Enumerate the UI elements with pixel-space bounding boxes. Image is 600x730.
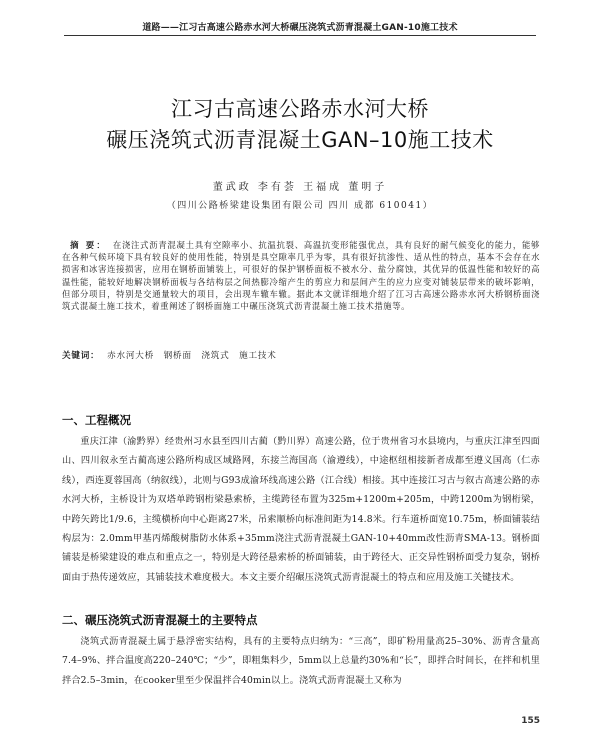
abstract-label: 摘 要：: [70, 240, 107, 250]
keyword-item: 钢桥面: [163, 351, 192, 361]
keyword-item: 赤水河大桥: [107, 351, 155, 361]
paragraph: 重庆江津（渝黔界）经贵州习水县至四川古蔺（黔川界）高速公路，位于贵州省习水县境内，与重庆江津至四面山、四川叙永至古蔺高速公路所构成区域路网，东接兰海国高（渝遵线），中途枢纽相接新者成都至遵义国高（仁赤线），西连夏蓉国高（纳叙线），北则与G93成渝环线高速公路（江合线）相接。其中连接江习古与叙古高速公路的赤水河大桥，主桥设计为双塔单跨钢桁梁悬索桥，主缆跨径布置为325m+1200m+205m，中跨1200m为钢桁梁，中跨矢跨比1/9.6，主缆横桥向中心距离27米，吊索顺桥向标准间距为14.8米。行车道桥面宽10.75m，桥面铺装结构层为：2.0mm甲基丙烯酸树脂防水体系+35mm浇注式沥青混凝土GAN-10+40mm改性沥青SMA-13。钢桥面铺装是桥梁建设的难点和重点之一，特别是大跨径悬索桥的桥面铺装，由于跨径大、正交异性钢桥面受力复杂，钢桥面由于热传递效应，其铺装技术难度极大。本文主要介绍碾压浇筑式沥青混凝土的特点和应用及施工关键技术。: [62, 436, 540, 583]
section-body-main-features: [62, 632, 540, 690]
authors: 董武政 李有荟 王福成 董明子: [212, 182, 388, 193]
page-number: 155: [521, 716, 540, 726]
section-title-project-overview: 一、工程概况: [62, 413, 131, 427]
abstract-text: 在浇注式沥青混凝土具有空隙率小、抗温抗裂、高温抗变形能强优点，具有良好的耐气候变化的能力，能够在各种气候环境下具有较良好的使用性能，特别是具空隙率几乎为零，具有很好抗渗性、适从性的特点，基本不会存在水损害和冰害连接损害，应用在钢桥面铺装上，可很好的保护钢桥面板不被水分、盐分腐蚀，其优异的低温性能和较好的高温性能，能较好地解决钢桥面板与各结构层之间热膨冷缩产生的剪应力和层间产生的应力应变对铺装层带来的破坏影响，但部分项目，特别是交通量较大的项目，会出现车辙车辙。据此本文就详细地介绍了江习古高速公路赤水河大桥钢桥面浇筑式混凝土施工技术，着重阐述了钢桥面施工中碾压浇筑式沥青混凝土施工技术措施等。: [62, 240, 540, 312]
affiliation: （四川公路桥梁建设集团有限公司 四川 成都 610041）: [166, 201, 434, 211]
keyword-item: 浇筑式: [201, 351, 230, 361]
section-body-project-overview: [62, 432, 540, 587]
header-rule: [64, 35, 536, 36]
title-line-2: 碾压浇筑式沥青混凝土GAN–10施工技术: [106, 128, 494, 152]
keywords-label: 关键词：: [62, 351, 100, 361]
section-title-main-features: 二、碾压浇筑式沥青混凝土的主要特点: [62, 613, 258, 627]
paragraph: 浇筑式沥青混凝土属于悬浮密实结构，具有的主要特点归纳为：“三高”，即矿粉用量高25–30%、沥青含量高7.4–9%、拌合温度高220–240℃；“少”，即粗集料少，5mm以上总量约30%和“长”，即拌合时间长，在拌和机里拌合2.5–3min，在cooker里至少保温拌合40min以上。浇筑式沥青混凝土又称为: [62, 636, 540, 686]
keyword-item: 施工技术: [239, 351, 277, 361]
keywords: [62, 349, 540, 361]
running-head: 道路——江习古高速公路赤水河大桥碾压浇筑式沥青混凝土GAN-10施工技术: [142, 23, 458, 33]
title-line-1: 江习古高速公路赤水河大桥: [171, 97, 429, 121]
abstract: [62, 239, 540, 312]
